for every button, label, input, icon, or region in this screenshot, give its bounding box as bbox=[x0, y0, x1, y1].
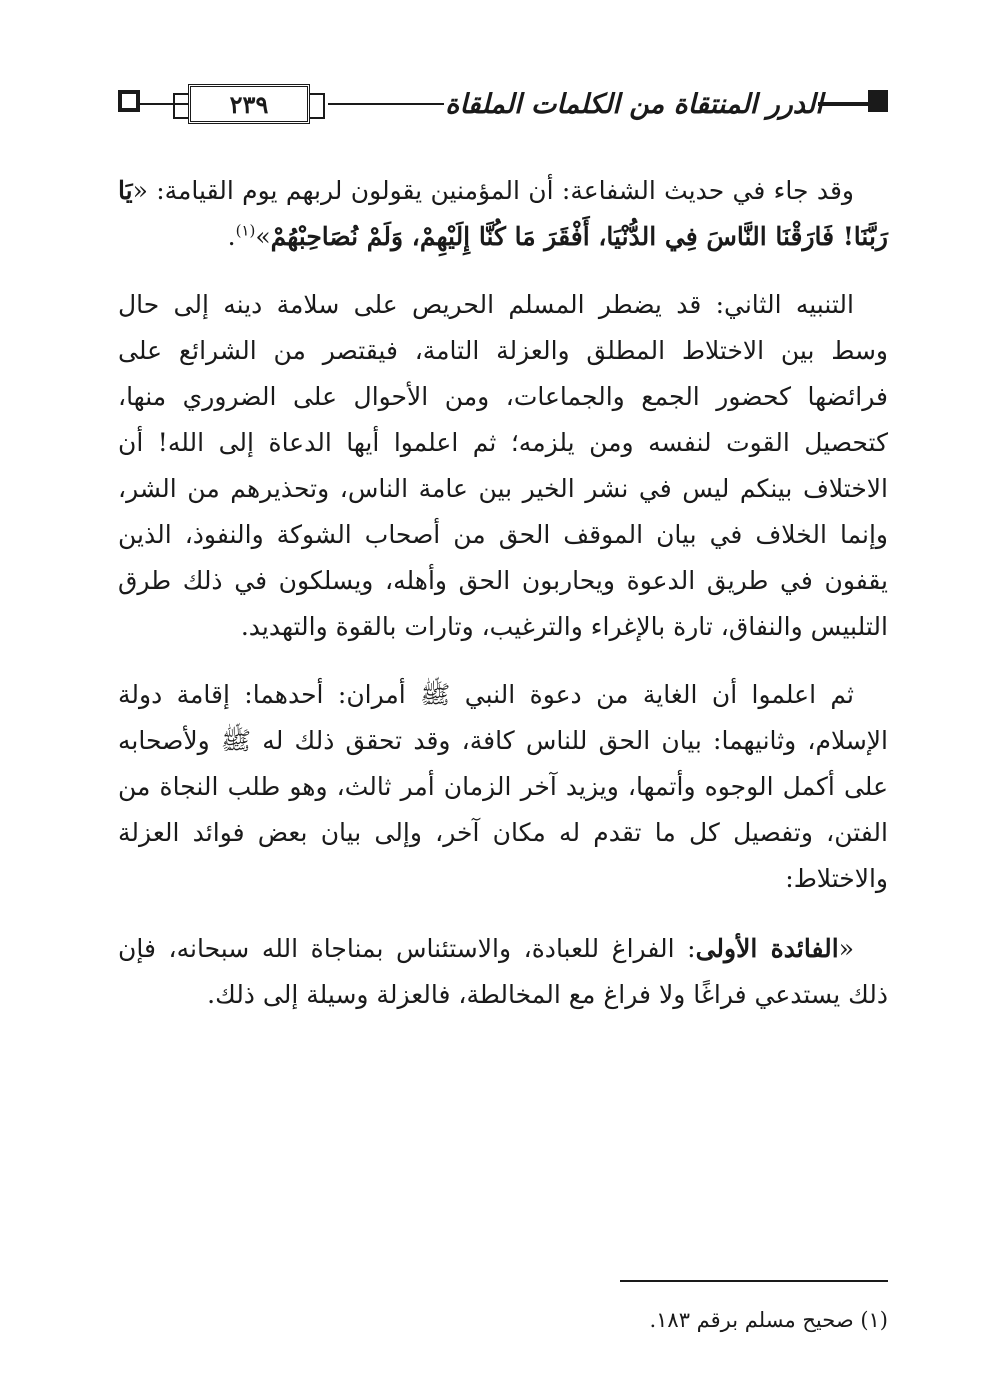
salawat-symbol: ﷺ bbox=[420, 680, 451, 709]
paragraph-3-part3: ولأصحابه على أكمل الوجوه وأتمها، ويزيد آخر الزمان أمر ثالث، وهو طلب النجاة من الفتن، وتفصيل كل ما تقدم له مكان آخر، وإلى بيان بعض فوائد العزلة والاختلاط: bbox=[118, 726, 888, 893]
paragraph-hadith-intercession bbox=[118, 168, 888, 260]
quote-open-mark: « bbox=[838, 934, 854, 963]
paragraph-3-part2: أمران: أحدهما: إقامة دولة الإسلام، وثانيهما: بيان الحق للناس كافة، وقد تحقق ذلك له bbox=[118, 680, 889, 755]
page-body bbox=[118, 168, 888, 1018]
book-title: الدرر المنتقاة من الكلمات الملقاة bbox=[445, 88, 823, 120]
header-rule-middle bbox=[328, 103, 444, 105]
paragraph-prophetic-mission bbox=[118, 672, 888, 902]
header-ornament-open-square bbox=[118, 90, 140, 112]
footnote: (١) صحيح مسلم برقم ١٨٣. bbox=[649, 1308, 888, 1332]
paragraph-1-intro: وقد جاء في حديث الشفاعة: أن المؤمنين يقولون لربهم يوم القيامة: « bbox=[132, 176, 854, 205]
footnote-separator bbox=[620, 1280, 888, 1282]
page-header bbox=[118, 82, 888, 126]
paragraph-second-note bbox=[118, 282, 888, 650]
paragraph-3-part1: ثم اعلموا أن الغاية من دعوة النبي bbox=[450, 680, 854, 709]
hadith-quote: يَا رَبَّنَا! فَارَقْنَا النَّاسَ فِي الدُّنْيَا، أَفْقَرَ مَا كُنَّا إِلَيْهِمْ، وَلَمْ نُصَاحِبْهُمْ bbox=[118, 176, 888, 251]
page-number-frame bbox=[188, 84, 310, 124]
header-ornament-filled-square bbox=[868, 90, 888, 112]
paragraph-first-benefit bbox=[118, 926, 888, 1018]
quote-close-mark: » bbox=[255, 222, 271, 251]
salawat-symbol: ﷺ bbox=[220, 726, 252, 755]
paragraph-2-text: التنبيه الثاني: قد يضطر المسلم الحريص على سلامة دينه إلى حال وسط بين الاختلاط المطلق والعزلة التامة، فيقتصر من الشرائع على فرائضها كحضور الجمع والجماعات، ومن الأحوال على الضروري منها، كتحصيل القوت لنفسه ومن يلزمه؛ ثم اعلموا أيها الدعاة إلى الله! أن الاختلاف بينكم ليس في نشر الخير بين عامة الناس، وتحذيرهم من الشر، وإنما الخلاف في بيان الموقف الحق من أصحاب الشوكة والنفوذ، الذين يقفون في طريق الدعوة ويحاربون الحق وأهله، ويسلكون في ذلك طرق التلبيس والنفاق، تارة بالإغراء والترغيب، وتارات بالقوة والتهديد. bbox=[118, 290, 888, 641]
paragraph-1-end: . bbox=[227, 222, 236, 251]
page-number: ٢٣٩ bbox=[229, 89, 269, 119]
header-rule-right bbox=[818, 102, 868, 106]
benefit-heading: الفائدة الأولى bbox=[695, 934, 839, 963]
paragraph-4-text: : الفراغ للعبادة، والاستئناس بمناجاة الله سبحانه، فإن ذلك يستدعي فراغًا ولا فراغ مع المخالطة، فالعزلة وسيلة إلى ذلك. bbox=[118, 934, 888, 1009]
footnote-reference: (١) bbox=[235, 221, 256, 240]
